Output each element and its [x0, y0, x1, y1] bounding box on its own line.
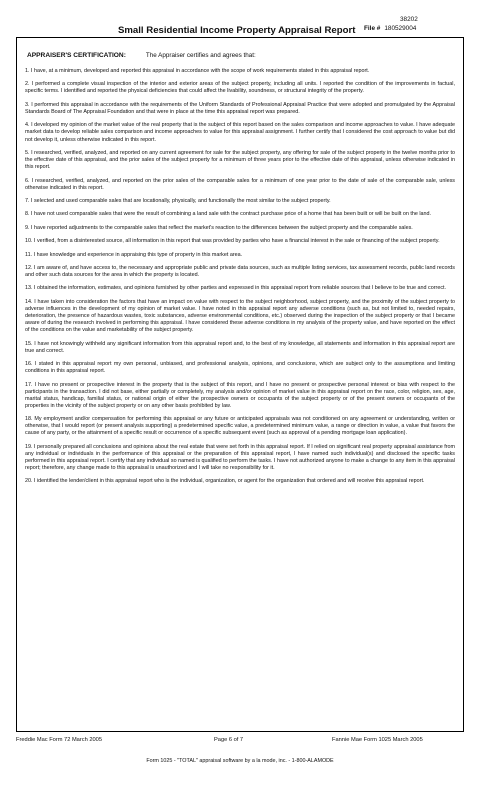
certification-item-9: 9. I have reported adjustments to the comparable sales that reflect the market's reaction to the differences between the subject property and the comparable sales.: [25, 224, 413, 231]
certification-item-13: 13. I obtained the information, estimates, and opinions furnished by other parties and expressed in this appraisal report from reliable sources that I believe to be true and correct.: [25, 285, 447, 292]
certification-item-3: 3. I performed this appraisal in accordance with the requirements of the Uniform Standards of Professional Appraisal Practice that were adopted and promulgated by the Appraisal Standards Board of The Appraisal Foundation and that were in place at the time this appraisal report was prepared.: [25, 101, 455, 115]
certification-item-15: 15. I have not knowingly withheld any significant information from this appraisal report and, to the best of my knowledge, all statements and information in this appraisal report are true and correct.: [25, 340, 455, 354]
file-number: 180529004: [384, 25, 417, 32]
footer-freddie-mac: Freddie Mac Form 72 March 2005: [16, 737, 102, 743]
certification-item-8: 8. I have not used comparable sales that were the result of combining a land sale with the contract purchase price of a home that has been built or will be built on the land.: [25, 211, 432, 218]
certification-item-10: 10. I verified, from a disinterested source, all information in this report that was provided by parties who have a financial interest in the sale or financing of the subject property.: [25, 238, 440, 245]
software-credit: Form 1025 - "TOTAL" appraisal software by a la mode, inc. - 1-800-ALAMODE: [146, 758, 334, 764]
certification-item-19: 19. I personally prepared all conclusions and opinions about the real estate that were set forth in this appraisal report. If I relied on significant real property appraisal assistance from any individual or individuals in the performance of this appraisal or the preparation of this appraisal report, I have named such individual(s) and disclosed the specific tasks performed in this appraisal report. I certify that any individual so named is qualified to perform the tasks. I have not authorized anyone to make a change to any item in this appraisal report; therefore, any change made to this appraisal is unauthorized and I will take no responsibility for it.: [25, 443, 455, 472]
certification-item-6: 6. I researched, verified, analyzed, and reported on the prior sales of the comparable sales for a minimum of one year prior to the date of sale of the comparable sale, unless otherwise indicated in this report.: [25, 177, 455, 191]
report-number: 38202: [400, 16, 418, 23]
certification-item-17: 17. I have no present or prospective interest in the property that is the subject of this report, and I have no present or prospective personal interest or bias with respect to the participants in the transaction. I did not base, either partially or completely, my analysis and/or opinion of market value in this appraisal report on the race, color, religion, sex, age, marital status, handicap, familial status, or national origin of either the prospective owners or occupants of the subject property or of the present owners or occupants of the properties in the vicinity of the subject property or on any other basis prohibited by law.: [25, 381, 455, 409]
certification-intro: The Appraiser certifies and agrees that:: [145, 52, 256, 59]
certification-header: [27, 52, 455, 59]
certification-item-5: 5. I researched, verified, analyzed, and reported on any current agreement for sale for the subject property, any offering for sale of the subject property in the twelve months prior to the effective date of this appraisal, and the prior sales of the subject property for a minimum of three years prior to the effective date of this appraisal, unless otherwise indicated in this report.: [25, 149, 455, 171]
certification-item-2: 2. I performed a complete visual inspection of the interior and exterior areas of the subject property, including all units. I reported the condition of the improvements in factual, specific terms. I identified and reported the physical deficiencies that could affect the livability, soundness, or structural integrity of the property.: [25, 81, 455, 95]
file-label: File #: [364, 25, 381, 32]
certification-item-20: 20. I identified the lender/client in this appraisal report who is the individual, organization, or agent for the organization that ordered and will receive this appraisal report.: [25, 478, 425, 485]
certification-item-7: 7. I selected and used comparable sales that are locationally, physically, and functionally the most similar to the subject property.: [25, 198, 331, 204]
file-number-row: [364, 25, 416, 32]
certification-item-4: 4. I developed my opinion of the market value of the real property that is the subject of this report based on the sales comparison and income approaches to value. I have adequate market data to develop reliable sales comparison and income approaches to value for this appraisal assignment. I further certify that I considered the cost approach to value but did not develop it, unless otherwise indicated in this report.: [25, 122, 455, 143]
certification-item-1: 1. I have, at a minimum, developed and reported this appraisal in accordance with the scope of work requirements stated in this appraisal report.: [25, 68, 370, 74]
footer-fannie-mae: Fannie Mae Form 1025 March 2005: [332, 737, 423, 743]
certification-item-11: 11. I have knowledge and experience in appraising this type of property in this market area.: [25, 251, 243, 258]
certification-item-18: 18. My employment and/or compensation for performing this appraisal or any future or anticipated appraisals was not conditioned on any agreement or understanding, written or otherwise, that I would report (or present analysis supporting) a predetermined specific value, a predetermined minimum value, a range or direction in value, a value that favors the cause of any party, or the attainment of a specific result or occurrence of a specific subsequent event (such as approval of a pending mortgage loan application).: [25, 416, 455, 437]
certification-item-14: 14. I have taken into consideration the factors that have an impact on value with respect to the subject neighborhood, subject property, and the proximity of the subject property to adverse influences in the development of my opinion of market value. I have noted in this appraisal report any adverse conditions (such as, but not limited to, needed repairs, deterioration, the presence of hazardous wastes, toxic substances, adverse environmental conditions, etc.) observed during the inspection of the subject property or that I became aware of during the research involved in performing this appraisal. I have considered these adverse conditions in my analysis of the property value, and have reported on the effect of the conditions on the value and marketability of the subject property.: [25, 298, 455, 334]
certification-item-16: 16. I stated in this appraisal report my own personal, unbiased, and professional analysis, opinions, and conclusions, which are subject only to the assumptions and limiting conditions in this appraisal report.: [25, 361, 455, 375]
footer-page-number: Page 6 of 7: [214, 737, 244, 743]
certification-box: [16, 37, 464, 732]
certification-item-12: 12. I am aware of, and have access to, the necessary and appropriate public and private data sources, such as multiple listing services, tax assessment records, public land records and other such data sources for the area in which the property is located.: [25, 264, 455, 279]
form-title: Small Residential Income Property Appraisal Report: [118, 25, 356, 36]
certification-heading: APPRAISER'S CERTIFICATION:: [27, 52, 126, 59]
